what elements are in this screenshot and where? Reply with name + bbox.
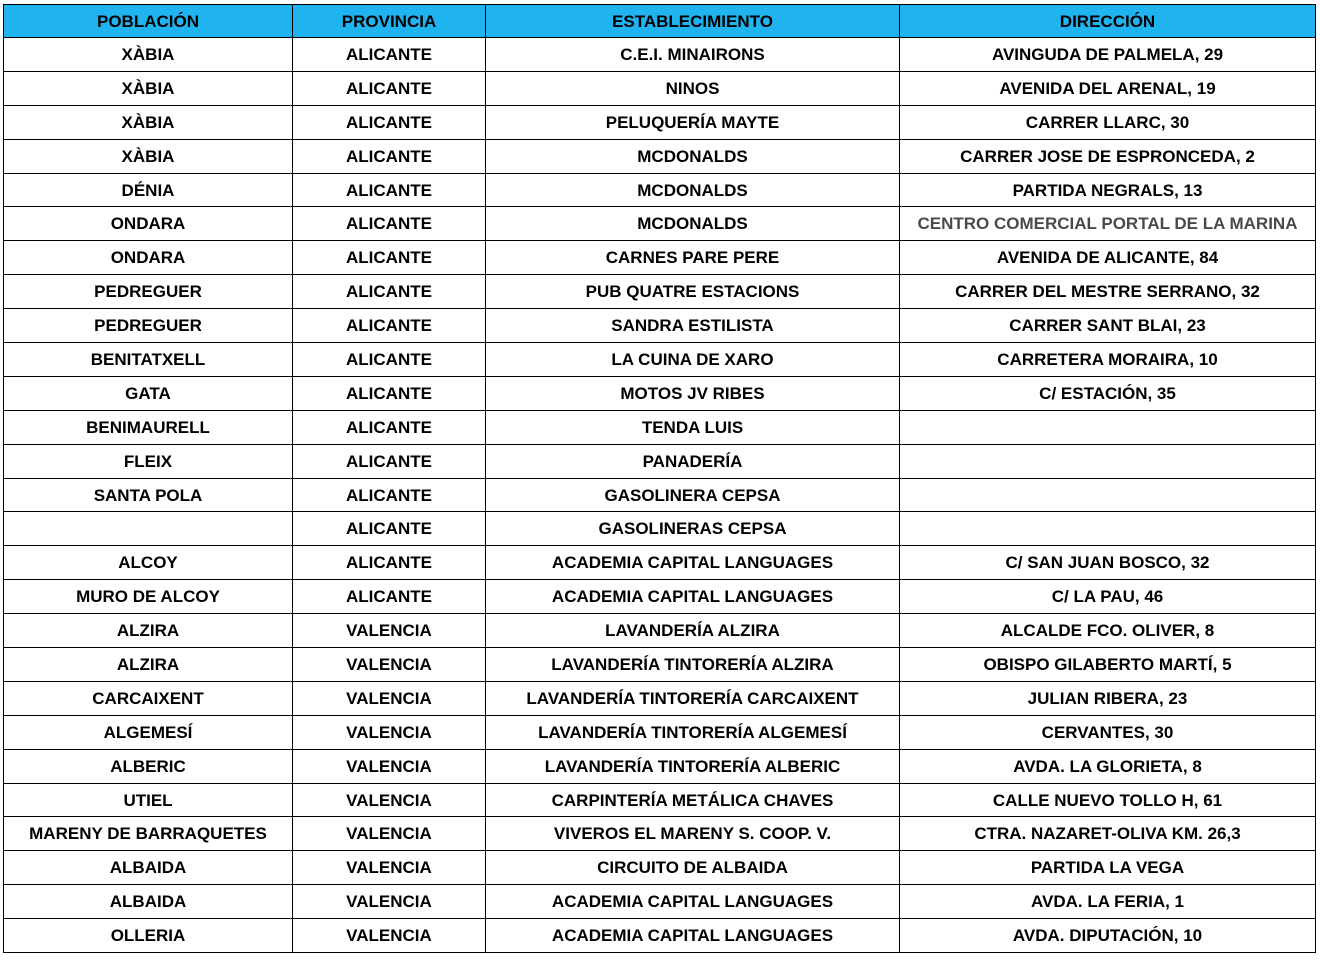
poblacion-cell: UTIEL <box>4 783 293 817</box>
table-row <box>4 478 1316 512</box>
provincia-cell: VALENCIA <box>293 919 486 953</box>
provincia-cell: ALICANTE <box>293 173 486 207</box>
table-body <box>4 38 1316 953</box>
establecimiento-cell: PELUQUERÍA MAYTE <box>486 105 900 139</box>
table-row <box>4 241 1316 275</box>
provincia-cell: ALICANTE <box>293 410 486 444</box>
table-row <box>4 105 1316 139</box>
provincia-cell: ALICANTE <box>293 105 486 139</box>
poblacion-cell: XÀBIA <box>4 71 293 105</box>
establecimiento-cell: CIRCUITO DE ALBAIDA <box>486 851 900 885</box>
direccion-cell: C/ SAN JUAN BOSCO, 32 <box>900 546 1316 580</box>
table-row <box>4 885 1316 919</box>
table-row <box>4 783 1316 817</box>
provincia-cell: ALICANTE <box>293 241 486 275</box>
direccion-cell: PARTIDA NEGRALS, 13 <box>900 173 1316 207</box>
poblacion-cell: ALZIRA <box>4 614 293 648</box>
table-row <box>4 38 1316 72</box>
column-header-direccion: DIRECCIÓN <box>900 5 1316 38</box>
direccion-cell: AVDA. LA GLORIETA, 8 <box>900 749 1316 783</box>
establecimiento-cell: LAVANDERÍA TINTORERÍA ALBERIC <box>486 749 900 783</box>
direccion-cell: AVENIDA DEL ARENAL, 19 <box>900 71 1316 105</box>
direccion-cell: CTRA. NAZARET-OLIVA KM. 26,3 <box>900 817 1316 851</box>
establecimiento-cell: PUB QUATRE ESTACIONS <box>486 275 900 309</box>
poblacion-cell: ONDARA <box>4 207 293 241</box>
provincia-cell: ALICANTE <box>293 275 486 309</box>
poblacion-cell: PEDREGUER <box>4 309 293 343</box>
provincia-cell: ALICANTE <box>293 478 486 512</box>
table-row <box>4 444 1316 478</box>
provincia-cell: ALICANTE <box>293 207 486 241</box>
table-row <box>4 715 1316 749</box>
table-row <box>4 275 1316 309</box>
establecimiento-cell: CARNES PARE PERE <box>486 241 900 275</box>
provincia-cell: ALICANTE <box>293 139 486 173</box>
direccion-cell: CARRER LLARC, 30 <box>900 105 1316 139</box>
table-row <box>4 139 1316 173</box>
provincia-cell: VALENCIA <box>293 851 486 885</box>
table-row <box>4 376 1316 410</box>
poblacion-cell: PEDREGUER <box>4 275 293 309</box>
establecimiento-cell: LAVANDERÍA ALZIRA <box>486 614 900 648</box>
provincia-cell: VALENCIA <box>293 614 486 648</box>
table-row <box>4 207 1316 241</box>
establecimiento-cell: LAVANDERÍA TINTORERÍA ALZIRA <box>486 648 900 682</box>
establecimiento-cell: GASOLINERA CEPSA <box>486 478 900 512</box>
direccion-cell: C/ ESTACIÓN, 35 <box>900 376 1316 410</box>
column-header-establecimiento: ESTABLECIMIENTO <box>486 5 900 38</box>
direccion-cell <box>900 478 1316 512</box>
direccion-cell: CARRER JOSE DE ESPRONCEDA, 2 <box>900 139 1316 173</box>
direccion-cell: AVDA. LA FERIA, 1 <box>900 885 1316 919</box>
provincia-cell: ALICANTE <box>293 309 486 343</box>
provincia-cell: ALICANTE <box>293 376 486 410</box>
direccion-cell <box>900 444 1316 478</box>
direccion-cell: AVDA. DIPUTACIÓN, 10 <box>900 919 1316 953</box>
establecimiento-cell: GASOLINERAS CEPSA <box>486 512 900 546</box>
provincia-cell: ALICANTE <box>293 343 486 377</box>
table-row <box>4 614 1316 648</box>
poblacion-cell: ALBAIDA <box>4 851 293 885</box>
table-row <box>4 749 1316 783</box>
establecimiento-cell: MCDONALDS <box>486 139 900 173</box>
column-header-provincia: PROVINCIA <box>293 5 486 38</box>
provincia-cell: VALENCIA <box>293 817 486 851</box>
poblacion-cell: GATA <box>4 376 293 410</box>
establecimiento-cell: LAVANDERÍA TINTORERÍA ALGEMESÍ <box>486 715 900 749</box>
establecimiento-cell: SANDRA ESTILISTA <box>486 309 900 343</box>
table-row <box>4 851 1316 885</box>
provincia-cell: VALENCIA <box>293 749 486 783</box>
table-row <box>4 410 1316 444</box>
provincia-cell: ALICANTE <box>293 512 486 546</box>
provincia-cell: VALENCIA <box>293 681 486 715</box>
establecimiento-cell: MCDONALDS <box>486 173 900 207</box>
poblacion-cell: ALBERIC <box>4 749 293 783</box>
establecimiento-cell: NINOS <box>486 71 900 105</box>
direccion-cell: ALCALDE FCO. OLIVER, 8 <box>900 614 1316 648</box>
direccion-cell: CARRER DEL MESTRE SERRANO, 32 <box>900 275 1316 309</box>
establecimiento-cell: ACADEMIA CAPITAL LANGUAGES <box>486 580 900 614</box>
poblacion-cell: XÀBIA <box>4 139 293 173</box>
direccion-cell: CERVANTES, 30 <box>900 715 1316 749</box>
provincia-cell: ALICANTE <box>293 580 486 614</box>
poblacion-cell: MARENY DE BARRAQUETES <box>4 817 293 851</box>
establecimiento-cell: ACADEMIA CAPITAL LANGUAGES <box>486 546 900 580</box>
poblacion-cell: ONDARA <box>4 241 293 275</box>
provincia-cell: VALENCIA <box>293 885 486 919</box>
poblacion-cell: CARCAIXENT <box>4 681 293 715</box>
table-row <box>4 343 1316 377</box>
poblacion-cell: XÀBIA <box>4 38 293 72</box>
header-row <box>4 5 1316 38</box>
direccion-cell: CALLE NUEVO TOLLO H, 61 <box>900 783 1316 817</box>
poblacion-cell: SANTA POLA <box>4 478 293 512</box>
poblacion-cell: BENITATXELL <box>4 343 293 377</box>
table-row <box>4 512 1316 546</box>
establecimiento-cell: LA CUINA DE XARO <box>486 343 900 377</box>
poblacion-cell: DÉNIA <box>4 173 293 207</box>
provincia-cell: ALICANTE <box>293 38 486 72</box>
establecimiento-cell: CARPINTERÍA METÁLICA CHAVES <box>486 783 900 817</box>
establecimiento-cell: ACADEMIA CAPITAL LANGUAGES <box>486 885 900 919</box>
table-row <box>4 309 1316 343</box>
establecimiento-cell: TENDA LUIS <box>486 410 900 444</box>
direccion-cell: AVENIDA DE ALICANTE, 84 <box>900 241 1316 275</box>
table-row <box>4 71 1316 105</box>
provincia-cell: VALENCIA <box>293 783 486 817</box>
establecimiento-cell: C.E.I. MINAIRONS <box>486 38 900 72</box>
direccion-cell: AVINGUDA DE PALMELA, 29 <box>900 38 1316 72</box>
poblacion-cell <box>4 512 293 546</box>
provincia-cell: ALICANTE <box>293 444 486 478</box>
direccion-cell <box>900 410 1316 444</box>
direccion-cell: CARRER SANT BLAI, 23 <box>900 309 1316 343</box>
table-row <box>4 681 1316 715</box>
poblacion-cell: ALZIRA <box>4 648 293 682</box>
establecimiento-cell: ACADEMIA CAPITAL LANGUAGES <box>486 919 900 953</box>
provincia-cell: VALENCIA <box>293 715 486 749</box>
poblacion-cell: ALBAIDA <box>4 885 293 919</box>
poblacion-cell: MURO DE ALCOY <box>4 580 293 614</box>
direccion-cell: PARTIDA LA VEGA <box>900 851 1316 885</box>
table-row <box>4 919 1316 953</box>
establecimiento-cell: VIVEROS EL MARENY S. COOP. V. <box>486 817 900 851</box>
poblacion-cell: FLEIX <box>4 444 293 478</box>
poblacion-cell: ALCOY <box>4 546 293 580</box>
table-row <box>4 580 1316 614</box>
table-row <box>4 173 1316 207</box>
provincia-cell: VALENCIA <box>293 648 486 682</box>
establecimiento-cell: MOTOS JV RIBES <box>486 376 900 410</box>
direccion-cell: JULIAN RIBERA, 23 <box>900 681 1316 715</box>
establecimiento-cell: LAVANDERÍA TINTORERÍA CARCAIXENT <box>486 681 900 715</box>
table-row <box>4 546 1316 580</box>
direccion-cell: CARRETERA MORAIRA, 10 <box>900 343 1316 377</box>
table-row <box>4 648 1316 682</box>
table-row <box>4 817 1316 851</box>
poblacion-cell: XÀBIA <box>4 105 293 139</box>
poblacion-cell: OLLERIA <box>4 919 293 953</box>
direccion-cell: CENTRO COMERCIAL PORTAL DE LA MARINA <box>900 207 1316 241</box>
poblacion-cell: ALGEMESÍ <box>4 715 293 749</box>
direccion-cell: C/ LA PAU, 46 <box>900 580 1316 614</box>
direccion-cell: OBISPO GILABERTO MARTÍ, 5 <box>900 648 1316 682</box>
provincia-cell: ALICANTE <box>293 71 486 105</box>
column-header-poblacion: POBLACIÓN <box>4 5 293 38</box>
establecimiento-cell: MCDONALDS <box>486 207 900 241</box>
provincia-cell: ALICANTE <box>293 546 486 580</box>
establecimiento-cell: PANADERÍA <box>486 444 900 478</box>
poblacion-cell: BENIMAURELL <box>4 410 293 444</box>
direccion-cell <box>900 512 1316 546</box>
establishments-table <box>3 4 1316 953</box>
